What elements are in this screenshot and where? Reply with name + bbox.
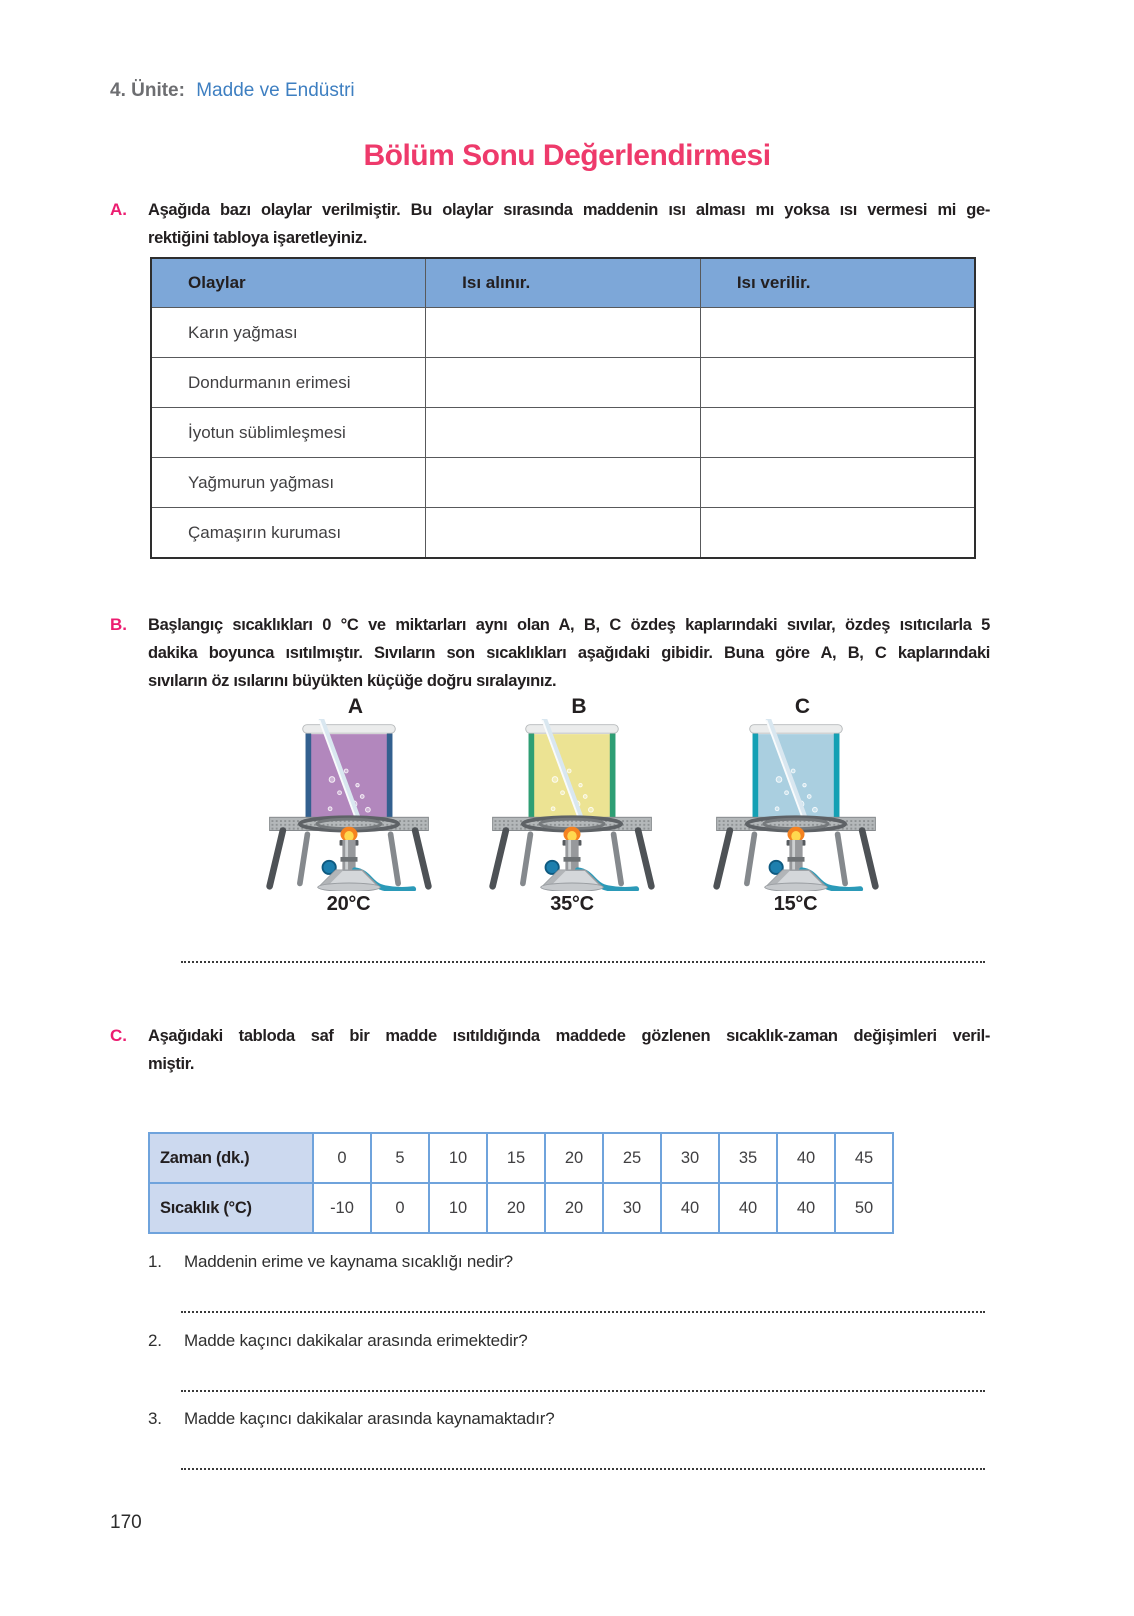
answer-cell-empty bbox=[700, 358, 975, 408]
beaker-edge bbox=[833, 731, 839, 822]
section-a-line: rektiğini tabloya işaretleyiniz. bbox=[148, 229, 367, 247]
table-row bbox=[151, 408, 975, 458]
answer-cell-empty bbox=[426, 408, 701, 458]
temperature-value: 10 bbox=[429, 1183, 487, 1233]
temperature-row bbox=[149, 1183, 893, 1233]
temperature-value: 0 bbox=[371, 1183, 429, 1233]
tripod-front-leg bbox=[269, 831, 282, 887]
question-number: 3. bbox=[148, 1409, 162, 1428]
section-a-text bbox=[148, 196, 990, 252]
temperature-value: -10 bbox=[313, 1183, 371, 1233]
event-cell: Yağmurun yağması bbox=[151, 458, 426, 508]
beaker-label: C bbox=[794, 695, 811, 718]
time-value: 20 bbox=[545, 1133, 603, 1183]
beaker-edge bbox=[305, 731, 311, 822]
question-number: 1. bbox=[148, 1252, 162, 1271]
answer-dotted-line bbox=[181, 1390, 985, 1392]
time-value: 25 bbox=[603, 1133, 661, 1183]
tripod-back-leg bbox=[390, 834, 398, 883]
question-2 bbox=[148, 1331, 988, 1351]
row-header-temperature: Sıcaklık (°C) bbox=[149, 1183, 313, 1233]
time-temperature-table bbox=[148, 1132, 894, 1234]
question-1 bbox=[148, 1252, 988, 1272]
section-a-line: Aşağıda bazı olaylar verilmiştir. Bu olaylar sırasında maddenin ısı alması mı yoksa ısı vermesi mi ge- bbox=[148, 201, 990, 219]
answer-dotted-line bbox=[181, 1311, 985, 1313]
unit-header bbox=[110, 80, 355, 102]
beaker-edge bbox=[386, 731, 392, 822]
beaker-figure-b bbox=[480, 695, 665, 916]
column-header-heat-absorbed: Isı alınır. bbox=[426, 258, 701, 308]
column-header-events: Olaylar bbox=[151, 258, 426, 308]
beaker-temperature: 20°C bbox=[326, 893, 371, 915]
answer-cell-empty bbox=[700, 308, 975, 358]
bunsen-burner-setup-icon bbox=[259, 719, 439, 891]
event-cell: İyotun süblimleşmesi bbox=[151, 408, 426, 458]
beaker-temperature: 35°C bbox=[550, 893, 594, 915]
beaker-rim bbox=[302, 725, 395, 734]
answer-cell-empty bbox=[426, 308, 701, 358]
answer-cell-empty bbox=[426, 508, 701, 559]
section-a-label: A. bbox=[110, 200, 127, 219]
answer-cell-empty bbox=[426, 358, 701, 408]
time-value: 10 bbox=[429, 1133, 487, 1183]
heat-events-table bbox=[150, 257, 976, 559]
beaker-edge bbox=[529, 731, 535, 822]
event-cell: Çamaşırın kuruması bbox=[151, 508, 426, 559]
section-c-label: C. bbox=[110, 1026, 127, 1045]
time-value: 0 bbox=[313, 1133, 371, 1183]
bunsen-burner-setup-icon bbox=[482, 719, 662, 891]
section-c-text bbox=[148, 1022, 990, 1078]
section-b-line: sıvıların öz ısılarını büyükten küçüğe doğru sıralayınız. bbox=[148, 672, 557, 690]
page-number: 170 bbox=[110, 1512, 142, 1533]
unit-title: Madde ve Endüstri bbox=[196, 80, 355, 101]
row-header-time: Zaman (dk.) bbox=[149, 1133, 313, 1183]
temperature-value: 30 bbox=[603, 1183, 661, 1233]
question-number: 2. bbox=[148, 1331, 162, 1350]
bunsen-burner-setup-icon bbox=[706, 719, 886, 891]
beaker-label: A bbox=[347, 695, 364, 718]
section-b-line: Başlangıç sıcaklıkları 0 °C ve miktarları aynı olan A, B, C özdeş kaplarındaki sıvılar, özdeş ısıtıcılarla 5 bbox=[148, 616, 990, 634]
beaker-liquid bbox=[308, 734, 389, 822]
question-text: Madde kaçıncı dakikalar arasında erimektedir? bbox=[184, 1331, 528, 1350]
beaker-figure-a bbox=[256, 695, 441, 916]
page-title: Bölüm Sonu Değerlendirmesi bbox=[363, 139, 771, 172]
event-cell: Karın yağması bbox=[151, 308, 426, 358]
time-value: 15 bbox=[487, 1133, 545, 1183]
time-value: 35 bbox=[719, 1133, 777, 1183]
answer-cell-empty bbox=[426, 458, 701, 508]
beaker-liquid bbox=[531, 734, 612, 822]
temperature-value: 50 bbox=[835, 1183, 893, 1233]
beaker-edge bbox=[610, 731, 616, 822]
beaker-rim bbox=[749, 725, 842, 734]
beaker-liquid bbox=[755, 734, 836, 822]
table-header-row bbox=[151, 258, 975, 308]
section-b bbox=[110, 611, 990, 695]
answer-dotted-line bbox=[181, 1468, 985, 1470]
beaker-label: B bbox=[571, 695, 587, 718]
temperature-value: 20 bbox=[545, 1183, 603, 1233]
temperature-value: 20 bbox=[487, 1183, 545, 1233]
time-row bbox=[149, 1133, 893, 1183]
event-cell: Dondurmanın erimesi bbox=[151, 358, 426, 408]
time-value: 30 bbox=[661, 1133, 719, 1183]
section-c-line: miştir. bbox=[148, 1055, 195, 1073]
beaker-figures-row bbox=[256, 695, 888, 916]
time-value: 45 bbox=[835, 1133, 893, 1183]
column-header-heat-released: Isı verilir. bbox=[700, 258, 975, 308]
table-row bbox=[151, 308, 975, 358]
question-text: Maddenin erime ve kaynama sıcaklığı nedir? bbox=[184, 1252, 513, 1271]
beaker-figure-c bbox=[703, 695, 888, 916]
answer-cell-empty bbox=[700, 408, 975, 458]
temperature-value: 40 bbox=[719, 1183, 777, 1233]
time-value: 5 bbox=[371, 1133, 429, 1183]
section-b-label: B. bbox=[110, 615, 127, 634]
table-row bbox=[151, 358, 975, 408]
table-row bbox=[151, 458, 975, 508]
answer-cell-empty bbox=[700, 458, 975, 508]
answer-cell-empty bbox=[700, 508, 975, 559]
time-value: 40 bbox=[777, 1133, 835, 1183]
section-c-line: Aşağıdaki tabloda saf bir madde ısıtıldığında maddede gözlenen sıcaklık-zaman değişimleri veril- bbox=[148, 1027, 990, 1045]
unit-number-label: 4. Ünite: bbox=[110, 80, 185, 101]
beaker-edge bbox=[752, 731, 758, 822]
section-b-line: dakika boyunca ısıtılmıştır. Sıvıların son sıcaklıkları aşağıdaki gibidir. Buna göre A, B, C kaplarındaki bbox=[148, 644, 990, 662]
question-text: Madde kaçıncı dakikalar arasında kaynamaktadır? bbox=[184, 1409, 555, 1428]
temperature-value: 40 bbox=[777, 1183, 835, 1233]
section-b-text bbox=[148, 611, 990, 695]
answer-dotted-line bbox=[181, 961, 985, 963]
beaker-rim bbox=[526, 725, 619, 734]
tripod-back-leg bbox=[299, 834, 307, 883]
temperature-value: 40 bbox=[661, 1183, 719, 1233]
table-row bbox=[151, 508, 975, 559]
question-3 bbox=[148, 1409, 988, 1429]
beaker-temperature: 15°C bbox=[773, 893, 818, 915]
section-a bbox=[110, 196, 990, 252]
section-c bbox=[110, 1022, 990, 1078]
tripod-front-leg bbox=[415, 831, 428, 887]
